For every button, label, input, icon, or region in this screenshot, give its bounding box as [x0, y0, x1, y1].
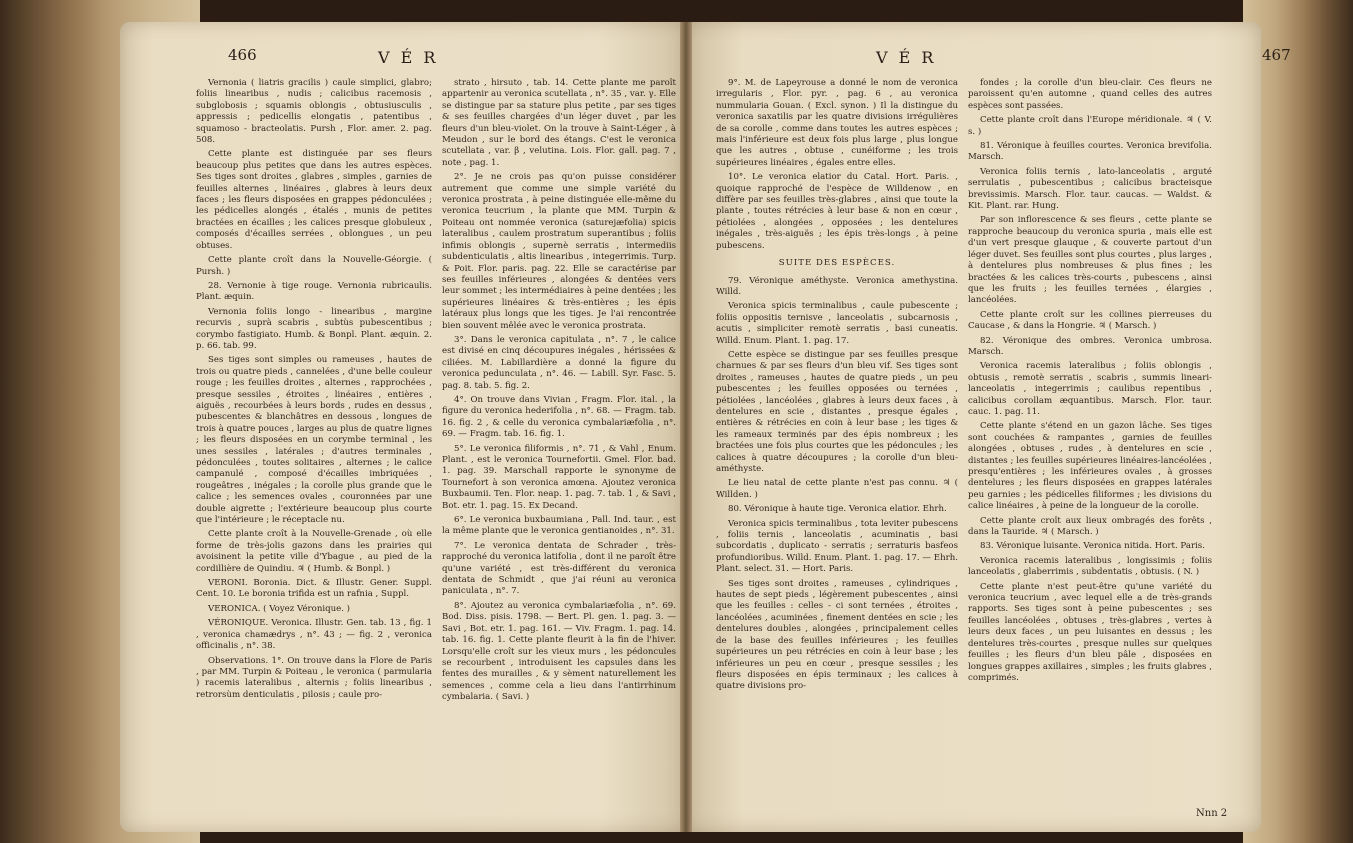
paragraph: Veronica racemis lateralibus , longissimis ; foliis lanceolatis , glaberrimis , subdentatis , obtusis. ( N. ): [968, 555, 1212, 578]
book-gutter: [680, 22, 692, 832]
paragraph: 3°. Dans le veronica capitulata , n°. 7 , le calice est divisé en cinq découpures inégales , hérissées & ciliées. M. Labillardière a donné la figure du veronica pedunculata , n°. 46. — Labill. Syr. Fasc. 5. pag. 8. tab. 5. fig. 2.: [442, 334, 676, 391]
paragraph: Cette plante n'est peut-être qu'une variété du veronica teucrium , avec lequel elle a de très-grands rapports. Ses tiges sont à peine pubescentes ; ses feuilles lancéolées , obtuses , très-glabres , vertes à leurs deux faces , un peu luisantes en dessus ; les dentelures très-courtes , presque nulles sur quelques feuilles ; les fleurs d'un bleu pâle , disposées en longues grappes axillaires , simples ; les fruits glabres , comprimés.: [968, 581, 1212, 683]
paragraph: 9°. M. de Lapeyrouse a donné le nom de veronica irregularis , Flor. pyr. , pag. 6 , au veronica nummularia Gouan. ( Excl. synon. ) Il la distingue du veronica saxatilis par les quatre divisions irrégulières de sa corolle , comme dans toutes les autres espèces ; mais l'inférieure est deux fois plus large , plus longue que les autres , obtuse , cunéiforme ; les trois supérieures linéaires , égales entre elles.: [716, 78, 958, 168]
paragraph: Par son inflorescence & ses fleurs , cette plante se rapproche beaucoup du veronica spuria , mais elle est d'un vert presque glauque , & couverte partout d'un léger duvet. Ses feuilles sont plus courtes , plus larges , à dentelures plus nombreuses & plus fines ; les bractées & les calices très-courts , pubescens , ainsi que les fruits ; les feuilles ternées , élargies , lancéolées.: [968, 215, 1212, 306]
paragraph: 80. Véronique à haute tige. Veronica elatior. Ehrh.: [728, 504, 947, 515]
paragraph: Observations. 1°. On trouve dans la Flore de Paris , par MM. Turpin & Poiteau , le veronica ( parmularia ) racemis lateralibus , alternis ; foliis linearibus , retrorsùm denticulatis , pilosis ; caule pro-: [196, 655, 432, 700]
paragraph: 5°. Le veronica filiformis , n°. 71 , & Vahl , Enum. Plant. , est le veronica Tournefortii. Gmel. Flor. bad. 1. pag. 39. Marschall rapporte le synonyme de Tournefort à son veronica amœna. Ajoutez veronica Buxbaumii. Ten. Flor. neap. 1. pag. 7. tab. 1 , & Savi , Bot. etr. 1. pag. 15. Ex Decand.: [442, 443, 676, 511]
paragraph: Vernonia foliis longo - linearibus , margine recurvis , suprà scabris , subtùs pubescentibus ; corymbo fastigiato. Humb. & Bonpl. Plant. æquin. 2. p. 66. tab. 99.: [196, 306, 432, 351]
paragraph: Ses tiges sont simples ou rameuses , hautes de trois ou quatre pieds , cannelées , d'une belle couleur rouge ; les feuilles droites , alternes , rapprochées , presque sessiles , étroites , linéaires , entières , aiguës , recourbées à leurs bords , rudes en dessus , pubescentes & blanchâtres en dessous , longues de trois à quatre pouces , larges au plus de quatre lignes ; les fleurs disposées en un corymbe terminal , les unes sessiles , latérales ; d'autres terminales , pédonculées , toutes solitaires , alternes ; le calice campanulé , composé d'écailles imbriquées , rougeâtres , inégales ; la corolle plus grande que le calice ; les semences ovales , couronnées par une double aigrette ; l'extérieure beaucoup plus courte que l'intérieure ; le réceptacle nu.: [196, 355, 432, 526]
left-running-header: V É R: [378, 48, 439, 67]
paragraph: Cette plante croît à la Nouvelle-Grenade , où elle forme de très-jolis gazons dans les prairies qui avoisinent la petite ville d'Ybague , au pied de la cordillière de Quindiu. ♃ ( Humb. & Bonpl. ): [196, 529, 432, 574]
signature-mark: Nnn 2: [1196, 808, 1228, 819]
paragraph: SUITE DES ESPÈCES.: [778, 258, 896, 269]
left-column-2: [442, 78, 676, 818]
paragraph: Le lieu natal de cette plante n'est pas connu. ♃ ( Willden. ): [716, 478, 958, 500]
paragraph: Cette plante croît aux lieux ombragés des forêts , dans la Tauride. ♃ ( Marsch. ): [968, 515, 1212, 538]
paragraph: Veronica spicis terminalibus , tota leviter pubescens , foliis ternis , lanceolatis , acuminatis , basi subcordatis , duplicato - serratis ; serraturis basfeos profundioribus. Willd. Enum. Plant. 1. pag. 17. — Ehrh. Plant. select. 31. — Hort. Paris.: [716, 518, 958, 575]
paragraph: 6°. Le veronica buxbaumiana , Pall. Ind. taur. , est la même plante que le veronica gentianoides , n°. 31.: [442, 515, 676, 537]
paragraph: 28. Vernonie à tige rouge. Vernonia rubricaulis. Plant. æquin.: [196, 280, 432, 303]
paragraph: Veronica racemis lateralibus ; foliis oblongis , obtusis , remotè serratis , scabris , summis lineari-lanceolatis , integerrimis ; caulibus repentibus , calicibus corollam æquantibus. Marsch. Flor. taur. cauc. 1. pag. 11.: [968, 361, 1212, 417]
paragraph: Cette plante croît dans la Nouvelle-Géorgie. ( Pursh. ): [196, 255, 432, 277]
right-page-number: 467: [1262, 46, 1291, 64]
paragraph: 10°. Le veronica elatior du Catal. Hort. Paris. , quoique rapproché de l'espèce de Willdenow , en diffère par ses feuilles très-glabres , ainsi que toute la plante , toutes rétrécies à leur base & non en cœur , pétiolées , alongées , opposées ; les dentelures inégales , très-aiguës ; les épis très-longs , à peine pubescens.: [716, 172, 958, 251]
paragraph: fondes ; la corolle d'un bleu-clair. Ces fleurs ne paroissent qu'en automne , quand celles des autres espèces sont passées.: [968, 78, 1212, 111]
paragraph: strato , hirsuto , tab. 14. Cette plante me paroît appartenir au veronica scutellata , n°. 35 , var. γ. Elle se distingue par sa stature plus petite , par ses tiges & ses feuilles chargées d'un léger duvet , par les fleurs d'un bleu-violet. On la trouve à Saint-Léger , à Meudon , sur le bord des étangs. C'est le veronica scutellata , var. β , velutina. Lois. Flor. gall. pag. 7 , note , pag. 1.: [442, 78, 676, 168]
paragraph: 2°. Je ne crois pas qu'on puisse considérer autrement que comme une simple variété du veronica prostrata , à peine distinguée elle-même du veronica teucrium , la plante que MM. Turpin & Poiteau ont nommée veronica (saturejæfolia) spicis lateralibus , caulem prostratum superantibus ; foliis infimis oblongis , supernè serratis , intermediis subdenticulatis , altis linearibus , integerrimis. Turp. & Poit. Flor. paris. pag. 22. Elle se caractérise par ses feuilles inférieures , alongées & dentées vers leur sommet ; les intermédiaires à peine dentées ; les supérieures linéaires & très-entières ; les épis latéraux plus longs que les tiges. Je l'ai rencontrée bien souvent mêlée avec le veronica prostrata.: [442, 172, 676, 331]
paragraph: 7°. Le veronica dentata de Schrader , très-rapproché du veronica latifolia , dont il ne paroît être qu'une variété , est très-différent du veronica dentata de Schmidt , que j'ai réuni au veronica paniculata , n°. 7.: [442, 540, 676, 597]
paragraph: Ses tiges sont droites , rameuses , cylindriques , hautes de sept pieds , légèrement pubescentes , ainsi que les feuilles : celles - ci sont ternées , étroites , lancéolées , acuminées , finement dentées en scie ; les dentelures doubles , alongées , principalement celles de la base des feuilles inférieures ; les feuilles supérieures un peu rétrécies en coin à leur base ; les inférieures un peu en cœur , presque sessiles ; les fleurs disposées en épis terminaux ; les calices à quatre divisions pro-: [716, 578, 958, 692]
paragraph: Cette plante croît dans l'Europe méridionale. ♃ ( V. s. ): [968, 115, 1212, 137]
paragraph: VÉRONIQUE. Veronica. Illustr. Gen. tab. 13 , fig. 1 , veronica chamædrys , n°. 43 ; — fig. 2 , veronica officinalis , n°. 38.: [196, 618, 432, 652]
left-page-number: 466: [228, 46, 257, 64]
paragraph: Cette plante s'étend en un gazon lâche. Ses tiges sont couchées & rampantes , garnies de feuilles alongées , obtuses , rudes , à dentelures en scie , distantes ; les feuilles supérieures linéaires-lancéolées , presqu'entières ; les inférieures ovales , à grosses dentelures ; les fleurs disposées en grappes latérales peu garnies ; les pédicelles filiformes ; les divisions du calice linéaires , à peine de la longueur de la corolle.: [968, 421, 1212, 512]
paragraph: Veronica foliis ternis , lato-lanceolatis , arguté serrulatis , pubescentibus ; calicibus bracteisque brevissimis. Marsch. Flor. taur. caucas. — Waldst. & Kit. Plant. rar. Hung.: [968, 166, 1212, 212]
paragraph: 8°. Ajoutez au veronica cymbalariæfolia , n°. 69. Bod. Diss. pisis. 1798. — Bert. Pl. gen. 1. pag. 3. — Savi , Bot. etr. 1. pag. 161. — Viv. Fragm. 1. pag. 14. tab. 16. fig. 1. Cette plante fleurit à la fin de l'hiver. Lorsqu'elle croît sur les vieux murs , les pédoncules se recourbent , introduisent les capsules dans les fentes des murailles , & y sèment naturellement les semences , comme cela a lieu dans l'antirrhinum cymbalaria. ( Savi. ): [442, 600, 676, 703]
paragraph: Cette plante est distinguée par ses fleurs beaucoup plus petites que dans les autres espèces. Ses tiges sont droites , glabres , simples , garnies de feuilles alternes , linéaires , glabres à leurs deux faces ; les fleurs disposées en grappes pédonculées ; les pédicelles alongés , étalés , munis de petites bractées en écailles ; les calices presque globuleux , composés d'écailles serrées , oblongues , un peu obtuses.: [196, 149, 432, 251]
paragraph: Cette plante croît sur les collines pierreuses du Caucase , & dans la Hongrie. ♃ ( Marsch. ): [968, 309, 1212, 332]
right-column-2: [968, 78, 1212, 790]
paragraph: Veronica spicis terminalibus , caule pubescente ; foliis oppositis ternisve , lanceolatis , subcarnosis , acutis , simpliciter remotè serratis , basi cuneatis. Willd. Enum. Plant. 1. pag. 17.: [716, 301, 958, 346]
paragraph: 83. Véronique luisante. Veronica nitida. Hort. Paris.: [980, 541, 1205, 552]
paragraph: Vernonia ( liatris gracilis ) caule simplici, glabro; foliis linearibus , nudis ; calicibus racemosis , subglobosis ; squamis oblongis , obtusiusculis , appressis ; pedicellis elongatis , patentibus , squamoso - bracteolatis. Pursh , Flor. amer. 2. pag. 508.: [196, 78, 432, 146]
paragraph: 81. Véronique à feuilles courtes. Veronica brevifolia. Marsch.: [968, 141, 1212, 163]
paragraph: 4°. On trouve dans Vivian , Fragm. Flor. ital. , la figure du veronica hederifolia , n°. 68. — Fragm. tab. 16. fig. 2 , & celle du veronica cymbalariæfolia , n°. 69. — Fragm. tab. 16. fig. 1.: [442, 394, 676, 440]
paragraph: 79. Véronique améthyste. Veronica amethystina. Willd.: [716, 275, 958, 297]
paragraph: VERONICA. ( Voyez Véronique. ): [208, 603, 351, 614]
paragraph: VERONI. Boronia. Dict. & Illustr. Gener. Suppl. Cent. 10. Le boronia trifida est un rafnia , Suppl.: [196, 578, 432, 600]
right-column-1: [716, 78, 958, 806]
paragraph: Cette espèce se distingue par ses feuilles presque charnues & par ses fleurs d'un bleu vif. Ses tiges sont droites , rameuses , hautes de quatre pieds , un peu pubescentes ; les feuilles opposées ou ternées , pétiolées , lancéolées , glabres à leurs deux faces , à dentelures en scie , distantes , presque égales , entières & rétrécies en coin à leur base ; les tiges & les rameaux terminés par des épis nombreux ; les bractées une fois plus courtes que les pédoncules ; les calices à quatre découpures ; la corolle d'un bleu-améthyste.: [716, 349, 958, 474]
left-column-1: [196, 78, 432, 818]
paragraph: 82. Véronique des ombres. Veronica umbrosa. Marsch.: [968, 335, 1212, 357]
right-running-header: V É R: [876, 48, 937, 67]
